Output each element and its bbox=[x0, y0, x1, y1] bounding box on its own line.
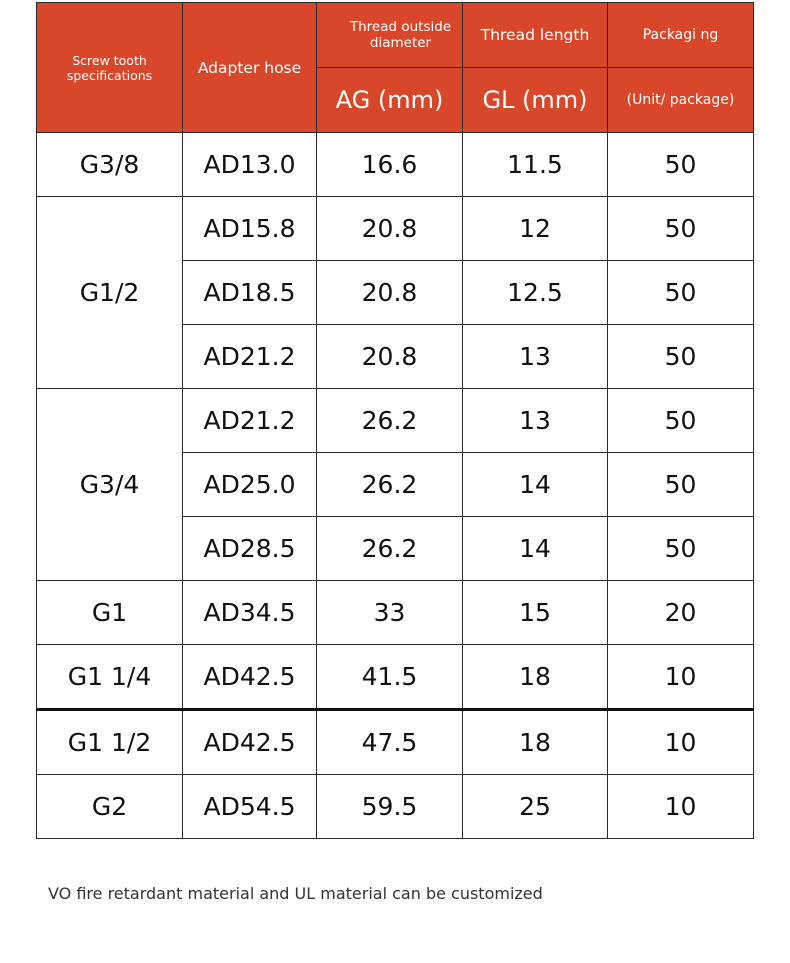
spec-cell: G1 bbox=[37, 581, 183, 645]
hose-cell: AD42.5 bbox=[183, 710, 317, 775]
hose-cell: AD54.5 bbox=[183, 775, 317, 839]
hose-cell: AD25.0 bbox=[183, 453, 317, 517]
pack-cell: 50 bbox=[608, 325, 754, 389]
table-row bbox=[37, 133, 754, 197]
pack-cell: 10 bbox=[608, 710, 754, 775]
pack-cell: 10 bbox=[608, 775, 754, 839]
pack-cell: 50 bbox=[608, 517, 754, 581]
footer-note: VO fire retardant material and UL material can be customized bbox=[48, 884, 543, 903]
hose-cell: AD42.5 bbox=[183, 645, 317, 710]
gl-cell: 25 bbox=[463, 775, 608, 839]
ag-cell: 33 bbox=[317, 581, 463, 645]
header-thread-length: Thread length bbox=[463, 3, 608, 68]
hose-cell: AD13.0 bbox=[183, 133, 317, 197]
gl-cell: 12.5 bbox=[463, 261, 608, 325]
ag-cell: 59.5 bbox=[317, 775, 463, 839]
header-screw-spec: Screw tooth specifications bbox=[37, 3, 183, 133]
header-packaging: Packagi ng bbox=[608, 3, 754, 68]
ag-cell: 20.8 bbox=[317, 261, 463, 325]
spec-table bbox=[36, 2, 754, 839]
header-ag-unit: AG (mm) bbox=[317, 68, 463, 133]
hose-cell: AD21.2 bbox=[183, 389, 317, 453]
gl-cell: 13 bbox=[463, 389, 608, 453]
pack-cell: 10 bbox=[608, 645, 754, 710]
table-row bbox=[37, 645, 754, 710]
gl-cell: 13 bbox=[463, 325, 608, 389]
pack-cell: 50 bbox=[608, 261, 754, 325]
ag-cell: 26.2 bbox=[317, 389, 463, 453]
pack-cell: 50 bbox=[608, 197, 754, 261]
pack-cell: 50 bbox=[608, 453, 754, 517]
gl-cell: 18 bbox=[463, 710, 608, 775]
ag-cell: 41.5 bbox=[317, 645, 463, 710]
gl-cell: 11.5 bbox=[463, 133, 608, 197]
header-thread-od: Thread outside diameter bbox=[317, 3, 463, 68]
ag-cell: 26.2 bbox=[317, 453, 463, 517]
ag-cell: 20.8 bbox=[317, 325, 463, 389]
table-row bbox=[37, 197, 754, 261]
spec-cell: G1/2 bbox=[37, 197, 183, 389]
hose-cell: AD21.2 bbox=[183, 325, 317, 389]
ag-cell: 26.2 bbox=[317, 517, 463, 581]
gl-cell: 12 bbox=[463, 197, 608, 261]
ag-cell: 47.5 bbox=[317, 710, 463, 775]
gl-cell: 14 bbox=[463, 453, 608, 517]
table-row bbox=[37, 710, 754, 775]
hose-cell: AD28.5 bbox=[183, 517, 317, 581]
ag-cell: 20.8 bbox=[317, 197, 463, 261]
spec-cell: G1 1/4 bbox=[37, 645, 183, 710]
gl-cell: 14 bbox=[463, 517, 608, 581]
gl-cell: 15 bbox=[463, 581, 608, 645]
spec-cell: G1 1/2 bbox=[37, 710, 183, 775]
hose-cell: AD15.8 bbox=[183, 197, 317, 261]
hose-cell: AD18.5 bbox=[183, 261, 317, 325]
header-unit-package: (Unit/ package) bbox=[608, 68, 754, 133]
spec-cell: G3/4 bbox=[37, 389, 183, 581]
header-gl-unit: GL (mm) bbox=[463, 68, 608, 133]
table-row bbox=[37, 581, 754, 645]
gl-cell: 18 bbox=[463, 645, 608, 710]
pack-cell: 50 bbox=[608, 133, 754, 197]
pack-cell: 50 bbox=[608, 389, 754, 453]
table-row bbox=[37, 389, 754, 453]
table-body bbox=[37, 133, 754, 839]
pack-cell: 20 bbox=[608, 581, 754, 645]
table-header bbox=[37, 3, 754, 133]
spec-cell: G3/8 bbox=[37, 133, 183, 197]
spec-cell: G2 bbox=[37, 775, 183, 839]
ag-cell: 16.6 bbox=[317, 133, 463, 197]
header-adapter-hose: Adapter hose bbox=[183, 3, 317, 133]
hose-cell: AD34.5 bbox=[183, 581, 317, 645]
table-row bbox=[37, 775, 754, 839]
